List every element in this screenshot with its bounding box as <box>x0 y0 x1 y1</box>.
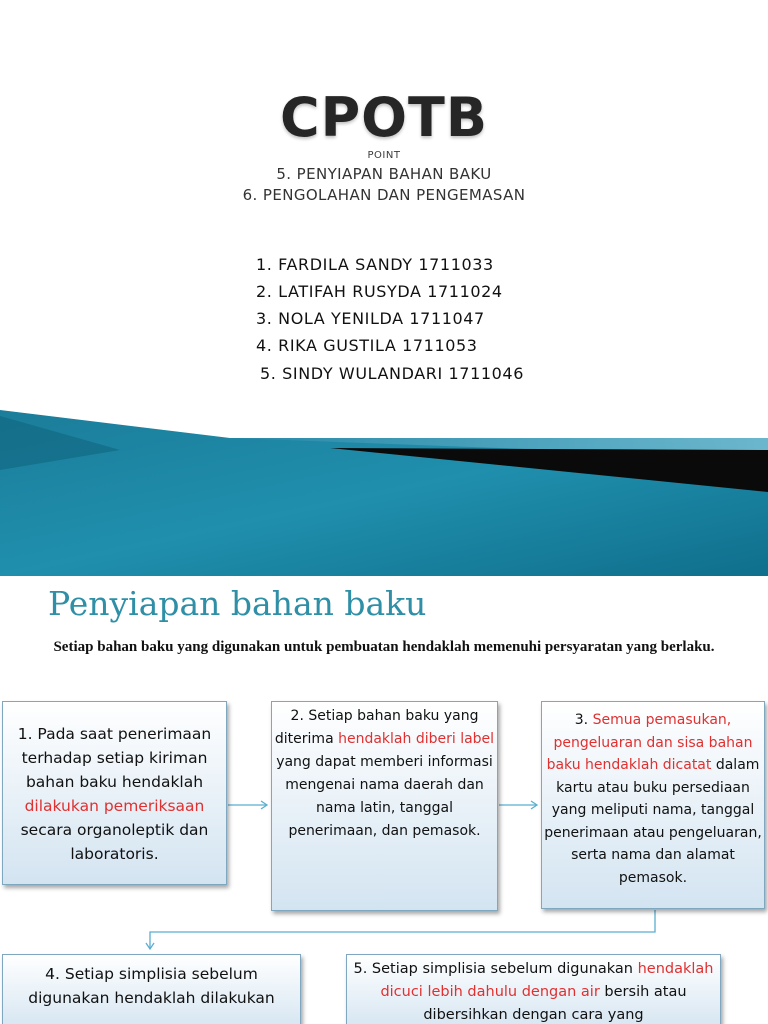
step-box-3 <box>541 701 765 909</box>
step-2-highlight: hendaklah diberi label <box>338 731 495 747</box>
step-3-number: 3. <box>574 712 589 728</box>
point-line-1: 5. PENYIAPAN BAHAN BAKU <box>276 165 492 183</box>
arrowhead-1-to-2 <box>261 801 267 809</box>
step-box-5 <box>346 954 721 1024</box>
lead-statement: Setiap bahan baku yang digunakan untuk pembuatan hendaklah memenuhi persyaratan yang berlaku. <box>53 639 715 655</box>
content-slide <box>0 576 768 1024</box>
member-2: 2. LATIFAH RUSYDA 1711024 <box>256 282 503 301</box>
step-2-text: 2. Setiap bahan baku yang diterima <box>274 708 479 747</box>
member-5: 5. SINDY WULANDARI 1711046 <box>260 364 524 383</box>
arrow-3-to-4 <box>150 910 655 948</box>
step-box-2 <box>271 701 498 911</box>
member-3: 3. NOLA YENILDA 1711047 <box>256 309 485 328</box>
arrowhead-2-to-3 <box>531 801 537 809</box>
step-5-highlight: hendaklah dicuci lebih dahulu dengan air <box>380 961 714 1000</box>
step-1-text-end: secara organoleptik dan laboratoris. <box>20 821 209 863</box>
step-1-text: 1. Pada saat penerimaan terhadap setiap kiriman bahan baku hendaklah <box>17 725 212 791</box>
step-box-1 <box>2 701 227 885</box>
step-1-highlight: dilakukan pemeriksaan <box>24 797 205 815</box>
step-5-text: 5. Setiap simplisia sebelum digunakan <box>353 961 633 977</box>
point-line-2: 6. PENGOLAHAN DAN PENGEMASAN <box>242 186 526 204</box>
slide-title: CPOTB <box>279 86 489 149</box>
arrowhead-3-to-4 <box>146 943 154 949</box>
step-3-highlight: Semua pemasukan, pengeluaran dan sisa bahan baku hendaklah dicatat <box>546 712 753 773</box>
member-4: 4. RIKA GUSTILA 1711053 <box>256 336 478 355</box>
member-1: 1. FARDILA SANDY 1711033 <box>256 255 494 274</box>
step-box-4 <box>2 954 301 1024</box>
step-4-text: 4. Setiap simplisia sebelum digunakan hendaklah dilakukan <box>28 965 275 1007</box>
decorative-banner <box>0 410 768 576</box>
step-3-text-end: dalam kartu atau buku persediaan yang meliputi nama, tanggal penerimaan atau pengeluaran, serta nama dan alamat pemasok. <box>544 757 762 886</box>
step-5-text-end: bersih atau dibersihkan dengan cara yang <box>423 984 687 1023</box>
point-label: POINT <box>367 150 401 161</box>
section-heading: Penyiapan bahan baku <box>48 584 427 623</box>
step-2-text-end: yang dapat memberi informasi mengenai nama daerah dan nama latin, tanggal penerimaan, dan pemasok. <box>276 754 493 839</box>
